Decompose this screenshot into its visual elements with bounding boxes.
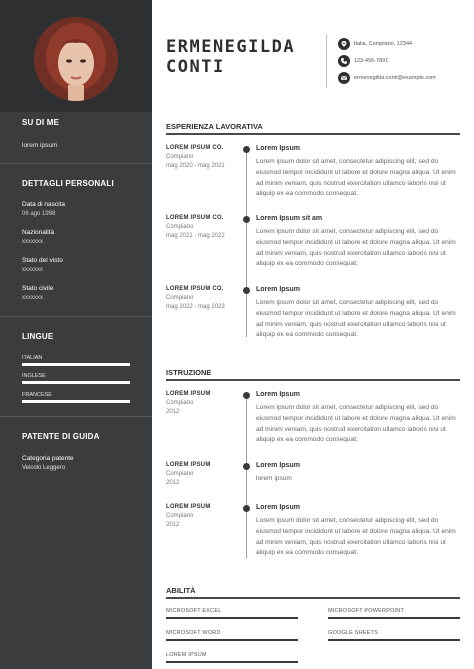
- experience-dates: mag 2020 - mag 2021: [166, 163, 225, 169]
- experience-place: Compiano: [166, 154, 194, 160]
- skill-level-bar: [166, 617, 298, 619]
- section-rule: [166, 133, 460, 135]
- skill-level-fill: [166, 617, 298, 619]
- language-label: INGLESE: [22, 373, 46, 379]
- education-degree: Lorem Ipsum: [256, 504, 300, 511]
- experience-description: Lorem ipsum dolor sit amet, consectetur adipiscing elit, sed do eiusmod tempor incididunt ut labore et dolore magna aliqua. Ut enim ad minim veniam, quis nostrud exercitation ullamco laboris nisi ut aliquip ex ea commodo consequat.: [256, 228, 456, 268]
- language-label: ITALIAN: [22, 355, 43, 361]
- education-degree: Lorem Ipsum: [256, 391, 300, 398]
- timeline-dot: [243, 505, 250, 512]
- license-category-label: Categoria patente: [22, 455, 74, 462]
- experience-company: LOREM IPSUM CO.: [166, 286, 224, 292]
- sidebar-divider: [0, 416, 152, 417]
- birth-date-value: 06 ago 1998: [22, 211, 56, 217]
- nationality-value: xxxxxxx: [22, 239, 43, 245]
- sidebar-divider: [0, 163, 152, 164]
- education-degree: Lorem Ipsum: [256, 462, 300, 469]
- education-description: Lorem ipsum dolor sit amet, consectetur adipiscing elit, sed do eiusmod tempor incididunt ut labore et dolore magna aliqua. Ut enim ad minim veniam, quis nostrud exercitation ullamco laboris nisi ut aliquip ex ea commodo consequat.: [256, 404, 456, 444]
- timeline-dot: [243, 463, 250, 470]
- experience-description: Lorem ipsum dolor sit amet, consectetur adipiscing elit, sed do eiusmod tempor incididunt ut labore et dolore magna aliqua. Ut enim ad minim veniam, quis nostrud exercitation ullamco laboris nisi ut aliquip ex ea commodo consequat.: [256, 158, 456, 198]
- language-level-bar: [22, 381, 130, 384]
- language-level-fill: [22, 381, 130, 384]
- profile-photo: [34, 17, 118, 101]
- timeline-dot: [243, 146, 250, 153]
- education-place: Compiano: [166, 471, 194, 477]
- language-level-bar: [22, 363, 130, 366]
- education-title: ISTRUZIONE: [166, 368, 212, 377]
- contact-email: ermenegilda.conti@example.com: [354, 75, 436, 81]
- license-category-value: Veicolo Leggero: [22, 465, 66, 471]
- experience-place: Compiano: [166, 224, 194, 230]
- skill-level-bar: [166, 639, 298, 641]
- education-school: LOREM IPSUM: [166, 462, 211, 468]
- section-rule: [166, 379, 460, 381]
- skill-level-bar: [328, 639, 460, 641]
- skill-label: MICROSOFT WORD: [166, 630, 221, 636]
- email-icon: [338, 72, 350, 84]
- education-school: LOREM IPSUM: [166, 391, 211, 397]
- map-pin-icon: [338, 38, 350, 50]
- skill-label: LOREM IPSUM: [166, 652, 207, 658]
- sidebar-divider: [0, 316, 152, 317]
- education-description: Lorem ipsum dolor sit amet, consectetur adipiscing elit, sed do eiusmod tempor incididunt ut labore et dolore magna aliqua. Ut enim ad minim veniam, quis nostrud exercitation ullamco laboris nisi ut aliquip ex ea commodo consequat.: [256, 517, 456, 557]
- education-place: Compiano: [166, 513, 194, 519]
- skill-label: MICROSOFT POWERPOINT: [328, 608, 405, 614]
- education-year: 2012: [166, 480, 180, 486]
- education-description: lorem ipsum: [256, 475, 292, 482]
- experience-timeline: [246, 149, 247, 337]
- language-level-bar: [22, 400, 130, 403]
- phone-icon: [338, 55, 350, 67]
- language-level-fill: [22, 363, 130, 366]
- experience-dates: mag 2022 - mag 2023: [166, 304, 225, 310]
- education-place: Compiano: [166, 400, 194, 406]
- header-divider: [326, 34, 327, 88]
- timeline-dot: [243, 287, 250, 294]
- skill-level-fill: [328, 617, 460, 619]
- experience-role: Lorem Ipsum sit am: [256, 215, 323, 222]
- experience-place: Compiano: [166, 295, 194, 301]
- experience-role: Lorem Ipsum: [256, 145, 300, 152]
- nationality-label: Nazionalità: [22, 229, 55, 236]
- experience-title: ESPERIENZA LAVORATIVA: [166, 122, 263, 131]
- marital-status-value: xxxxxxx: [22, 295, 43, 301]
- first-name: ERMENEGILDA: [166, 37, 296, 57]
- contact-address: Italia, Compiano, 12344: [354, 41, 413, 47]
- education-year: 2012: [166, 409, 180, 415]
- section-rule: [166, 597, 460, 599]
- language-level-fill: [22, 400, 130, 403]
- timeline-dot: [243, 392, 250, 399]
- skill-level-bar: [166, 661, 298, 663]
- skill-level-fill: [328, 639, 460, 641]
- timeline-dot: [243, 216, 250, 223]
- visa-status-label: Stato del visto: [22, 257, 63, 264]
- skill-label: MICROSOFT EXCEL: [166, 608, 222, 614]
- about-text: lorem ipsum: [22, 142, 58, 149]
- license-title: PATENTE DI GUIDA: [22, 432, 100, 441]
- contact-phone: 123-456-7891: [354, 58, 389, 64]
- education-timeline: [246, 395, 247, 558]
- skill-level-fill: [166, 639, 298, 641]
- birth-date-label: Data di nascita: [22, 201, 65, 208]
- language-label: FRANCESE: [22, 392, 52, 398]
- skill-level-fill: [166, 661, 298, 663]
- education-year: 2012: [166, 522, 180, 528]
- sidebar: [0, 0, 152, 669]
- visa-status-value: xxxxxxx: [22, 267, 43, 273]
- languages-title: LINGUE: [22, 332, 54, 341]
- experience-company: LOREM IPSUM CO.: [166, 215, 224, 221]
- skill-label: GOOGLE SHEETS: [328, 630, 378, 636]
- education-school: LOREM IPSUM: [166, 504, 211, 510]
- marital-status-label: Stato civile: [22, 285, 54, 292]
- personal-details-title: DETTAGLI PERSONALI: [22, 179, 114, 188]
- experience-description: Lorem ipsum dolor sit amet, consectetur adipiscing elit, sed do eiusmod tempor incididunt ut labore et dolore magna aliqua. Ut enim ad minim veniam, quis nostrud exercitation ullamco laboris nisi ut aliquip ex ea commodo consequat.: [256, 299, 456, 339]
- experience-role: Lorem Ipsum: [256, 286, 300, 293]
- about-title: SU DI ME: [22, 118, 60, 127]
- experience-company: LOREM IPSUM CO.: [166, 145, 224, 151]
- last-name: CONTI: [166, 57, 225, 77]
- skill-level-bar: [328, 617, 460, 619]
- skills-title: ABILITÀ: [166, 586, 196, 595]
- experience-dates: mag 2021 - mag 2022: [166, 233, 225, 239]
